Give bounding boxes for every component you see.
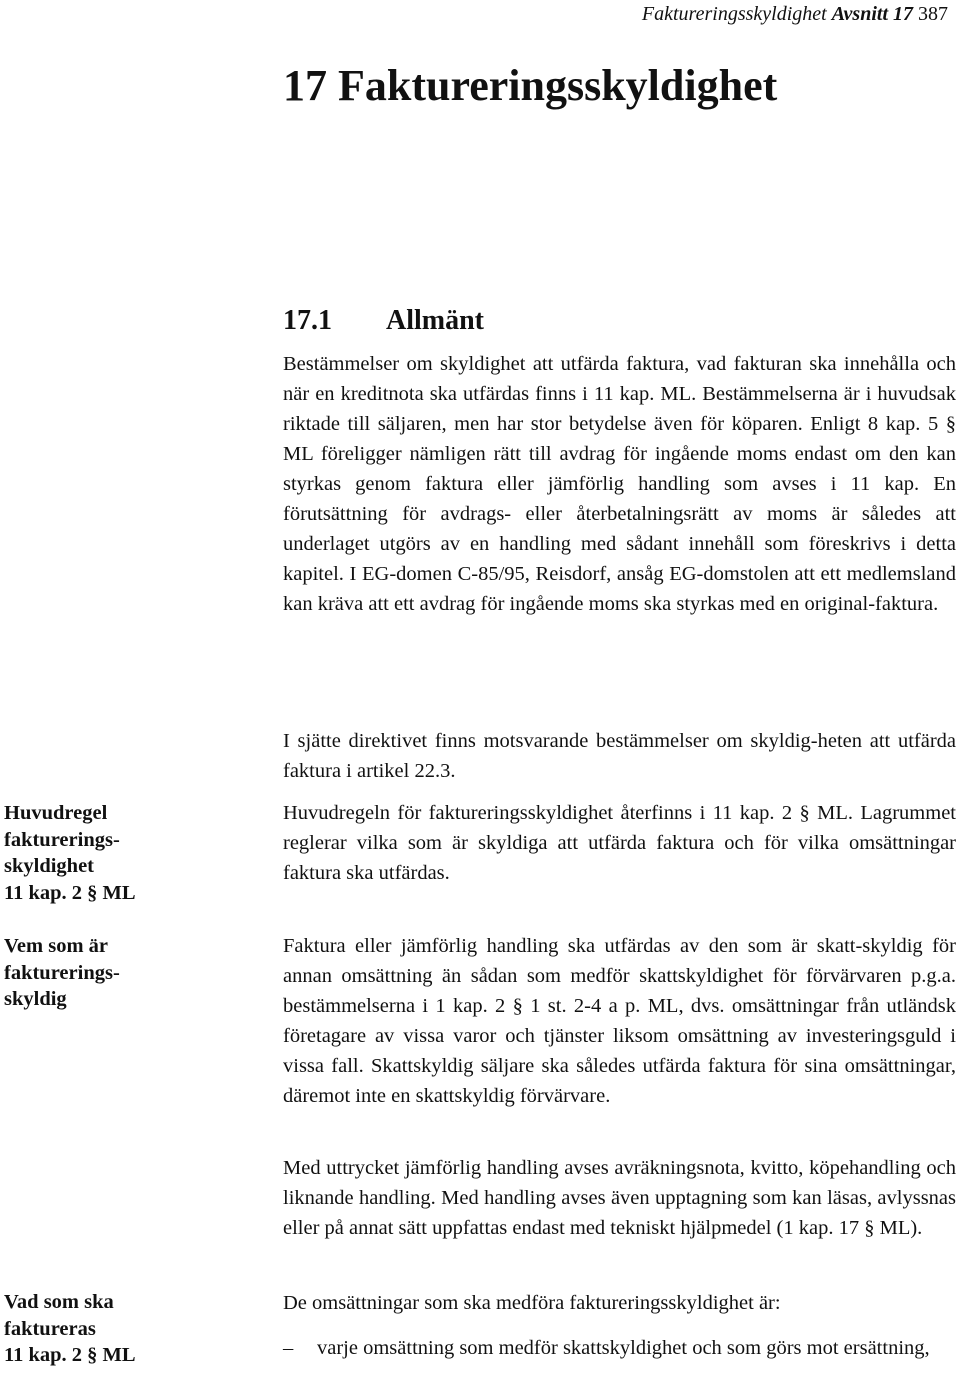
paragraph-what-invoiced: De omsättningar som ska medföra faktureringsskyldighet är: (283, 1292, 781, 1314)
list-item (283, 1333, 956, 1363)
section-number: 17.1 (283, 305, 332, 336)
margin-note-ref: 11 kap. 2 § ML (4, 881, 136, 904)
margin-note-heading: Vad som ska faktureras (4, 1291, 114, 1340)
margin-note-heading: Huvudregel fakturerings-skyldighet (4, 802, 120, 877)
dash-bullet-icon: – (283, 1337, 294, 1359)
margin-note-ref: 11 kap. 2 § ML (4, 1344, 136, 1366)
page-number: 387 (918, 3, 948, 25)
paragraph-general: Bestämmelser om skyldighet att utfärda faktura, vad fakturan ska innehålla och när en kreditnota ska utfärdas finns i 11 kap. ML. Bestämmelserna är i huvudsak riktade till säljaren, men har stor betydelse även för köparen. Enligt 8 kap. 5 § ML föreligger nämligen rätt till avdrag för ingående moms endast om den kan styrkas genom faktura eller jämförlig handling som avses i 11 kap. En förutsättning för avdrags- eller återbetalningsrätt av moms är således att underlaget utgörs av en handling med sådant innehåll som föreskrivs i detta kapitel. I EG-domen C-85/95, Reisdorf, ansåg EG-domstolen att ett medlemsland kan kräva att ett avdrag för ingående moms ska styrkas med en original-faktura. (283, 353, 956, 615)
paragraph-sixth-directive: I sjätte direktivet finns motsvarande bestämmelser om skyldig-heten att utfärda faktura i artikel 22.3. (283, 730, 956, 782)
running-head-section: Avsnitt 17 (831, 3, 913, 25)
paragraph-who-invoices: Faktura eller jämförlig handling ska utfärdas av den som är skatt-skyldig för annan omsättning än sådan som medför skattskyldighet för förvärvaren p.g.a. bestämmelserna i 1 kap. 2 § 1 st. 2-4 a p. ML, dvs. omsättningar från utländsk företagare av vissa varor och tjänster liksom omsättning av investeringsguld i vissa fall. Skattskyldig säljare ska således utfärda faktura för sina omsättningar, däremot inte en skattskyldig förvärvare. (283, 935, 956, 1107)
section-title: Allmänt (386, 305, 484, 336)
chapter-title: 17 Faktureringsskyldighet (283, 61, 778, 110)
margin-note-who (4, 933, 174, 1013)
margin-note-main-rule (4, 800, 174, 906)
margin-note-heading: Vem som är fakturerings-skyldig (4, 935, 120, 1010)
paragraph-main-rule: Huvudregeln för faktureringsskyldighet återfinns i 11 kap. 2 § ML. Lagrummet reglerar vilka som är skyldiga att utfärda faktura och för vilka omsättningar faktura ska utfärdas. (283, 802, 956, 884)
running-head-title: Faktureringsskyldighet (641, 3, 827, 25)
paragraph-comparable-document: Med uttrycket jämförlig handling avses avräkningsnota, kvitto, köpehandling och liknande handling. Med handling avses även upptagning som kan läsas, avlyssnas eller på annat sätt uppfattas endast med tekniskt hjälpmedel (1 kap. 17 § ML). (283, 1157, 956, 1239)
section-heading (283, 303, 484, 339)
running-head (642, 2, 948, 26)
list-item-text: varje omsättning som medför skattskyldighet och som görs mot ersättning, (317, 1337, 930, 1359)
margin-note-what (4, 1289, 174, 1369)
